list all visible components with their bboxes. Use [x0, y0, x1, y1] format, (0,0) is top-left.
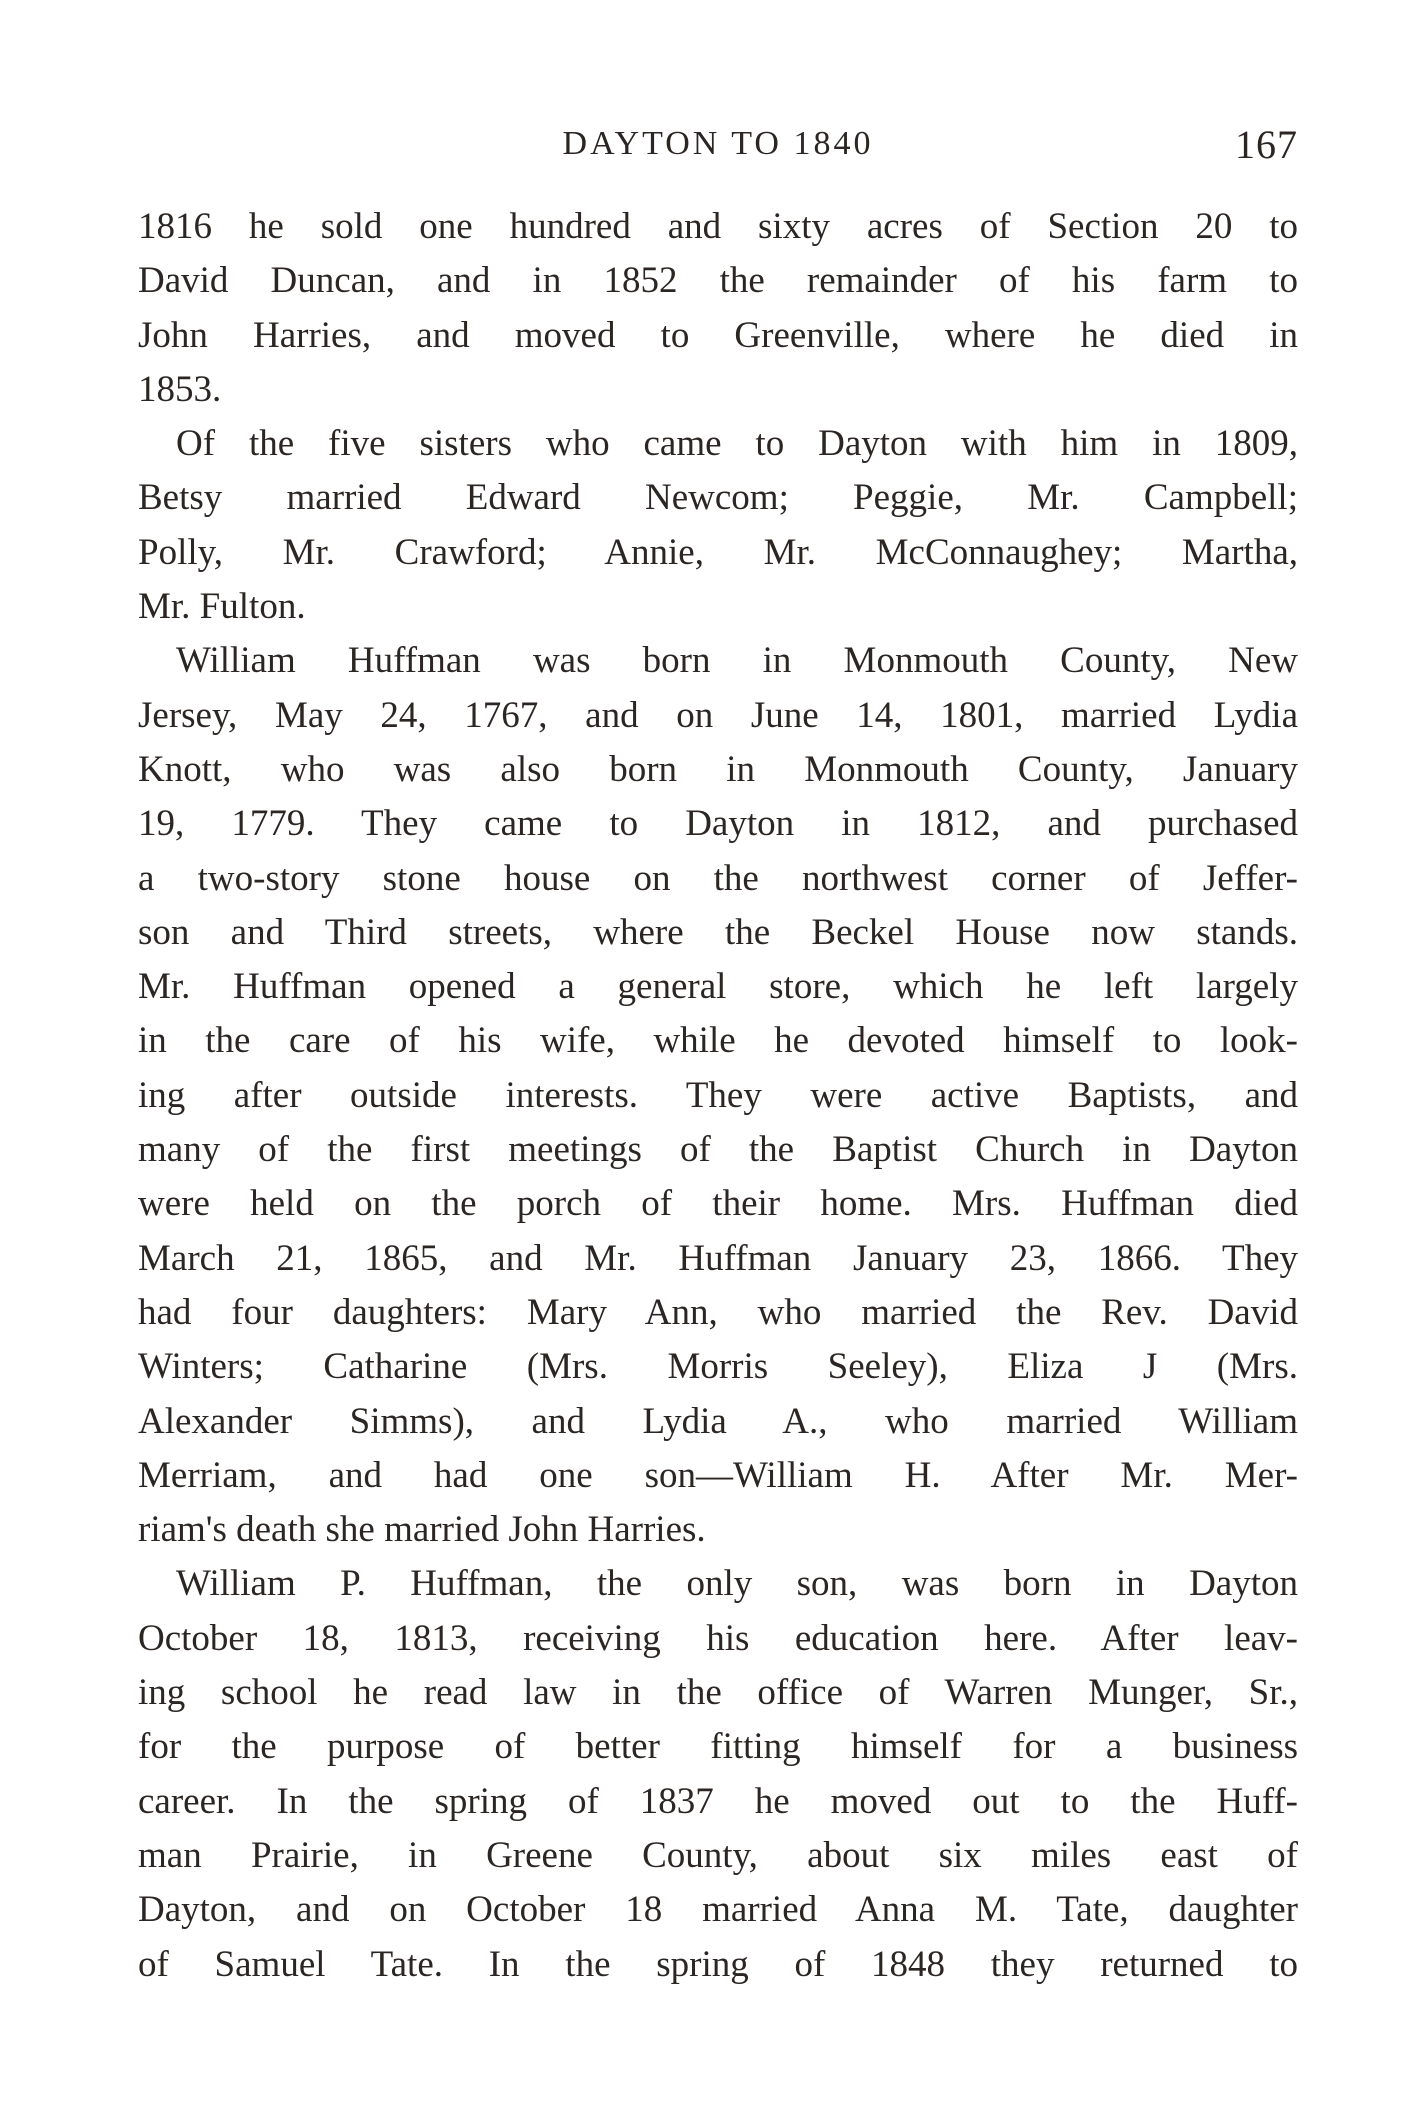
- text-line: Of the five sisters who came to Dayton with him in 1809,: [176, 423, 1298, 465]
- body-text: [138, 200, 1298, 1992]
- text-line: 19, 1779. They came to Dayton in 1812, and purchased: [138, 803, 1298, 845]
- text-line: David Duncan, and in 1852 the remainder of his farm to: [138, 260, 1298, 302]
- text-line: a two-story stone house on the northwest corner of Jeffer-: [138, 857, 1298, 899]
- text-line: Polly, Mr. Crawford; Annie, Mr. McConnaughey; Martha,: [138, 531, 1298, 573]
- text-line: had four daughters: Mary Ann, who married the Rev. David: [138, 1291, 1298, 1333]
- text-line: John Harries, and moved to Greenville, where he died in: [138, 314, 1298, 356]
- text-line: career. In the spring of 1837 he moved out to the Huff-: [138, 1780, 1298, 1822]
- text-line: Winters; Catharine (Mrs. Morris Seeley), Eliza J (Mrs.: [138, 1346, 1298, 1388]
- text-line: 1816 he sold one hundred and sixty acres of Section 20 to: [138, 206, 1298, 247]
- text-line: William Huffman was born in Monmouth County, New: [176, 640, 1298, 682]
- text-line: October 18, 1813, receiving his education here. After leav-: [138, 1617, 1298, 1659]
- text-line: Dayton, and on October 18 married Anna M. Tate, daughter: [138, 1889, 1298, 1931]
- text-line: in the care of his wife, while he devoted himself to look-: [138, 1020, 1298, 1062]
- running-title: DAYTON TO 1840: [562, 125, 874, 162]
- text-line: William P. Huffman, the only son, was born in Dayton: [176, 1563, 1298, 1605]
- running-head: [138, 122, 1298, 175]
- text-line: Knott, who was also born in Monmouth County, January: [138, 748, 1298, 790]
- text-line: Mr. Fulton.: [138, 586, 306, 628]
- text-line: Mr. Huffman opened a general store, which he left largely: [138, 966, 1298, 1008]
- text-line: Merriam, and had one son—William H. After Mr. Mer-: [138, 1454, 1298, 1496]
- text-line: Jersey, May 24, 1767, and on June 14, 1801, married Lydia: [138, 694, 1298, 736]
- text-line: son and Third streets, where the Beckel House now stands.: [138, 911, 1298, 953]
- text-line: Betsy married Edward Newcom; Peggie, Mr. Campbell;: [138, 477, 1298, 519]
- text-line: 1853.: [138, 368, 222, 410]
- text-line: many of the first meetings of the Baptist Church in Dayton: [138, 1129, 1298, 1171]
- text-line: ing after outside interests. They were active Baptists, and: [138, 1074, 1298, 1116]
- text-line: March 21, 1865, and Mr. Huffman January 23, 1866. They: [138, 1237, 1298, 1279]
- text-line: for the purpose of better fitting himself for a business: [138, 1726, 1298, 1768]
- text-line: Alexander Simms), and Lydia A., who married William: [138, 1400, 1298, 1442]
- text-line: ing school he read law in the office of Warren Munger, Sr.,: [138, 1672, 1298, 1714]
- text-line: riam's death she married John Harries.: [138, 1509, 706, 1551]
- text-line: were held on the porch of their home. Mrs. Huffman died: [138, 1183, 1298, 1225]
- page-number: 167: [1235, 122, 1298, 167]
- text-line: of Samuel Tate. In the spring of 1848 they returned to: [138, 1943, 1298, 1985]
- text-line: man Prairie, in Greene County, about six miles east of: [138, 1834, 1298, 1876]
